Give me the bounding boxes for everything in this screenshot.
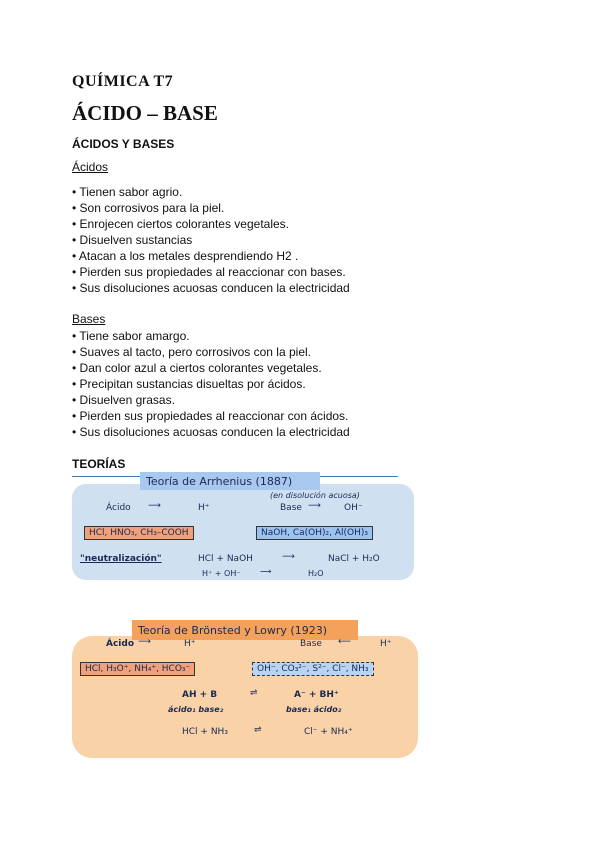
list-item: • Pierden sus propiedades al reaccionar con ácidos. [72,408,350,424]
bronsted-acid-label: Ácido [106,639,135,649]
bronsted-acid-ion: H⁺ [184,639,196,649]
list-item: • Tiene sabor amargo. [72,328,350,344]
acidos-list [72,184,350,296]
arrhenius-eq2-left: H⁺ + OH⁻ [202,569,241,578]
subheading-acidos: Ácidos [72,160,109,174]
bases-list [72,328,350,440]
arrhenius-title: Teoría de Arrhenius (1887) [146,475,293,488]
bronsted-title: Teoría de Brönsted y Lowry (1923) [138,624,328,637]
arrhenius-diagram [72,472,418,584]
bronsted-eq1-left: AH + B [182,690,218,700]
arrhenius-base-ion: OH⁻ [344,503,363,513]
section-heading-acidos-bases: ÁCIDOS Y BASES [72,137,175,151]
arrhenius-eq2-right: H₂O [308,569,324,578]
arrow-right-icon: ⟶ [260,567,272,576]
page-title: ÁCIDO – BASE [72,101,218,125]
bronsted-diagram [72,618,422,760]
bronsted-panel [72,636,418,758]
list-item: • Atacan a los metales desprendiendo H2 . [72,248,350,264]
bronsted-eq2-left: HCl + NH₃ [182,727,228,737]
bronsted-base-label: Base [300,639,322,649]
arrhenius-base-examples: NaOH, Ca(OH)₂, Al(OH)₃ [256,526,373,540]
subheading-bases: Bases [72,312,106,326]
list-item: • Pierden sus propiedades al reaccionar con bases. [72,264,350,280]
list-item: • Disuelven sustancias [72,232,350,248]
arrhenius-eq1-left: HCl + NaOH [198,554,253,564]
arrow-left-icon: ⟵ [338,637,351,647]
equilibrium-arrows-icon: ⇌ [254,725,262,735]
subject-heading: QUÍMICA T7 [72,73,174,90]
list-item: • Sus disoluciones acuosas conducen la electricidad [72,280,350,296]
bronsted-eq1-right: A⁻ + BH⁺ [294,690,339,700]
list-item: • Tienen sabor agrio. [72,184,350,200]
list-item: • Enrojecen ciertos colorantes vegetales. [72,216,350,232]
arrhenius-neutral-label: "neutralización" [80,554,162,564]
section-heading-teorias: TEORÍAS [72,457,126,471]
list-item: • Disuelven grasas. [72,392,350,408]
list-item: • Sus disoluciones acuosas conducen la electricidad [72,424,350,440]
equilibrium-arrows-icon: ⇌ [250,688,258,698]
bronsted-eq1-left-sub: ácido₁ base₂ [168,705,224,714]
arrhenius-note: (en disolución acuosa) [270,491,360,500]
arrhenius-acid-ion: H⁺ [198,503,210,513]
list-item: • Precipitan sustancias disueltas por ácidos. [72,376,350,392]
list-item: • Dan color azul a ciertos colorantes vegetales. [72,360,350,376]
arrhenius-acid-examples: HCl, HNO₃, CH₃–COOH [84,526,194,540]
arrhenius-eq1-right: NaCl + H₂O [328,554,380,564]
bronsted-eq2-right: Cl⁻ + NH₄⁺ [304,727,353,737]
list-item: • Suaves al tacto, pero corrosivos con la piel. [72,344,350,360]
bronsted-acid-examples: HCl, H₃O⁺, NH₄⁺, HCO₃⁻ [80,662,195,676]
list-item: • Son corrosivos para la piel. [72,200,350,216]
arrow-right-icon: ⟶ [148,501,161,511]
bronsted-base-ion: H⁺ [380,639,392,649]
bronsted-base-examples: OH⁻, CO₃²⁻, S²⁻, Cl⁻, NH₃ [252,662,374,676]
bronsted-eq1-right-sub: base₁ ácido₂ [286,705,342,714]
arrow-right-icon: ⟶ [282,552,295,562]
arrhenius-acid-label: Ácido [106,503,131,513]
arrhenius-base-label: Base [280,503,302,513]
arrow-right-icon: ⟶ [138,637,151,647]
arrow-right-icon: ⟶ [308,501,321,511]
